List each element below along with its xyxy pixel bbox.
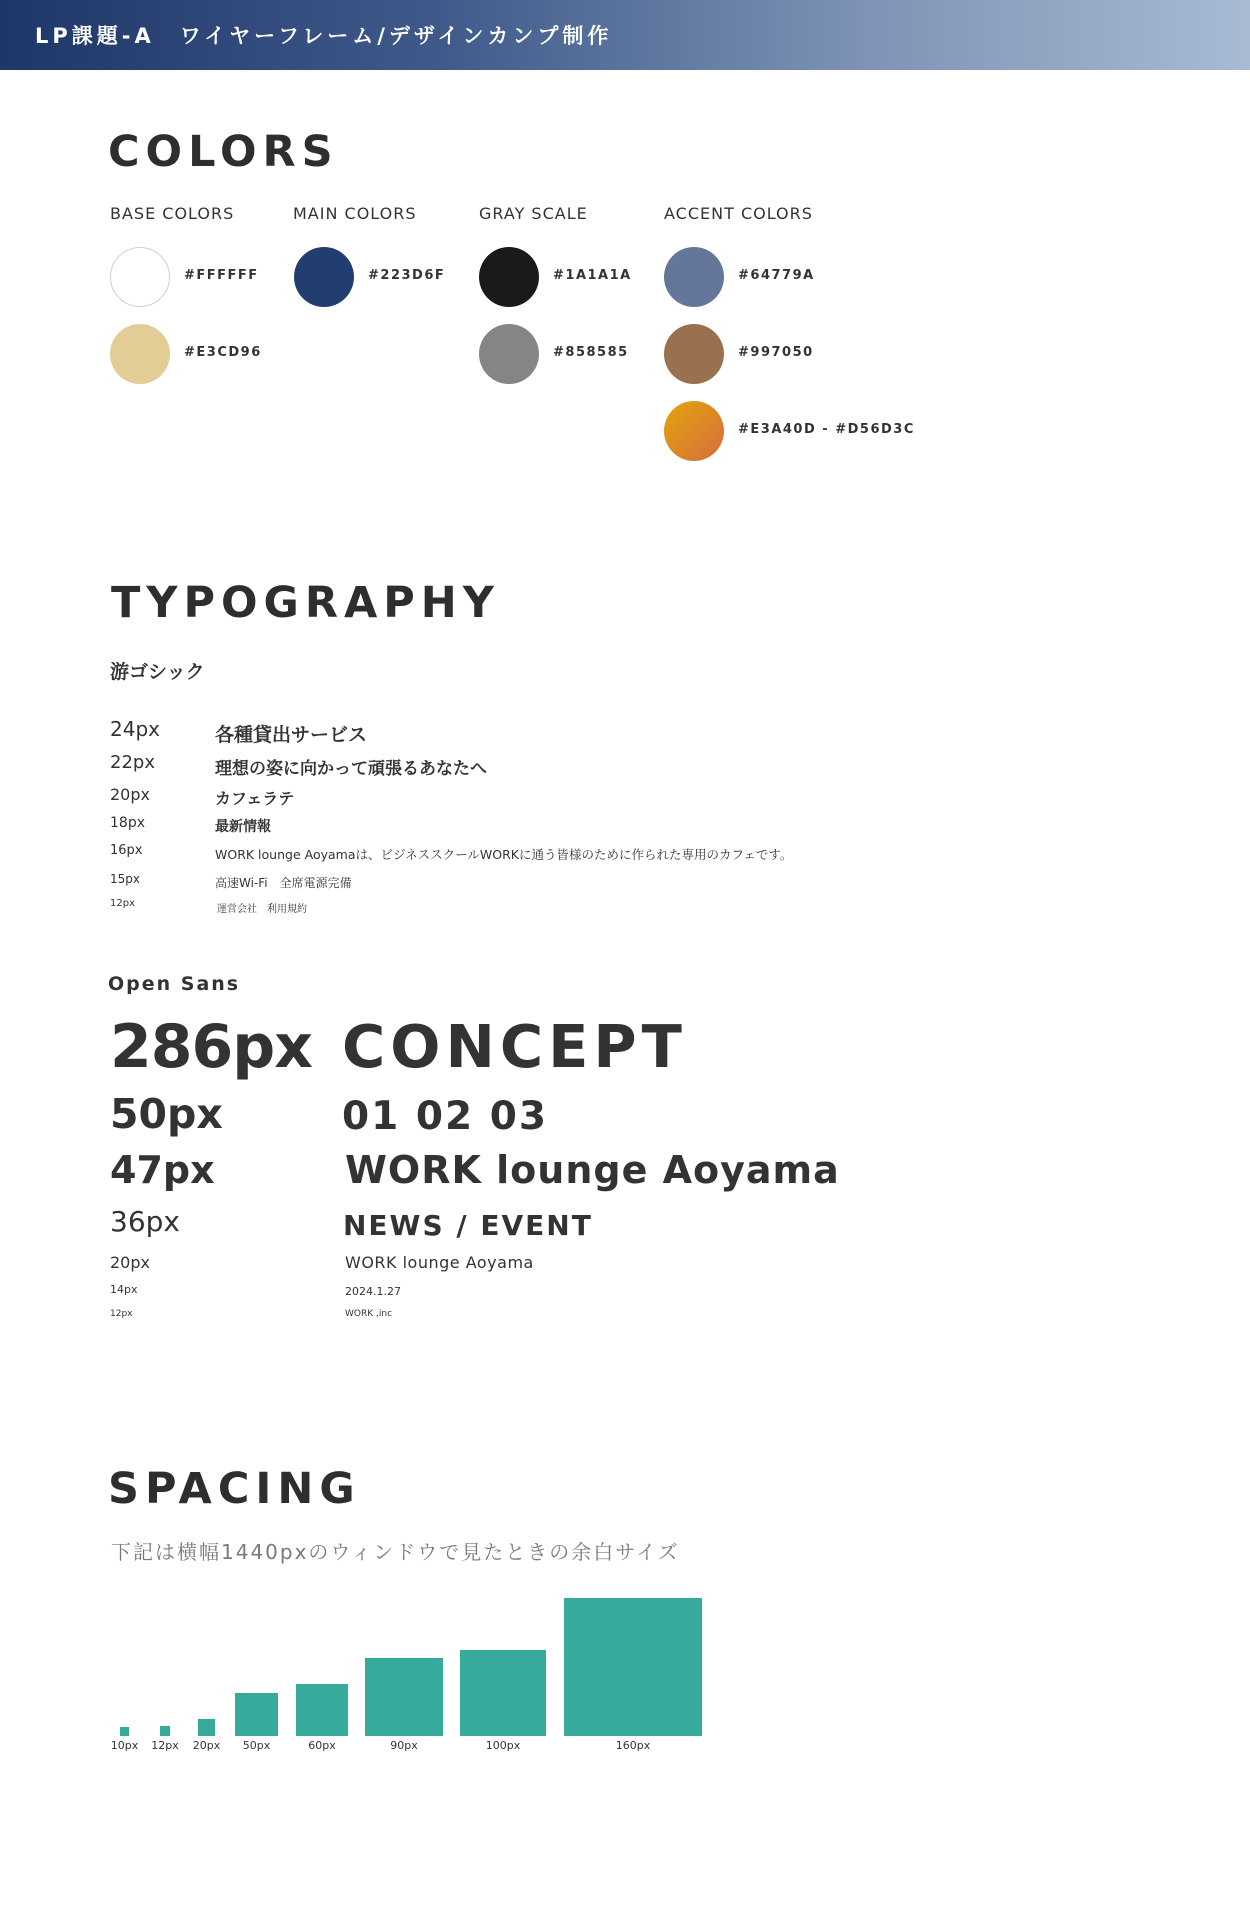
yu-gothic-title: 游ゴシック <box>110 661 205 683</box>
os-sample-50: 01 02 03 <box>342 1094 548 1139</box>
os-size-14: 14px <box>110 1283 138 1296</box>
os-sample-20: WORK lounge Aoyama <box>345 1253 534 1272</box>
swatch-label-997050: #997050 <box>738 345 814 360</box>
yu-sample-24: 各種貸出サービス <box>215 724 368 746</box>
spacing-section-title: SPACING <box>108 1464 361 1514</box>
swatch-label-223d6f: #223D6F <box>368 268 446 283</box>
spacing-label-60px: 60px <box>308 1739 336 1752</box>
swatch-label-e3cd96: #E3CD96 <box>184 345 262 360</box>
yu-size-24: 24px <box>110 717 160 741</box>
spacing-bar-50px <box>235 1693 278 1736</box>
os-sample-286: CONCEPT <box>342 1012 687 1081</box>
yu-sample-15: 高速Wi-Fi 全席電源完備 <box>215 876 352 890</box>
os-sample-36: NEWS / EVENT <box>343 1209 593 1242</box>
spacing-label-12px: 12px <box>151 1739 179 1752</box>
yu-sample-22: 理想の姿に向かって頑張るあなたへ <box>215 759 487 779</box>
swatch-1a1a1a <box>479 247 539 307</box>
os-sample-47: WORK lounge Aoyama <box>345 1148 840 1192</box>
header-title: LP課題-A ワイヤーフレーム/デザインカンプ制作 <box>35 24 613 48</box>
spacing-bar-12px <box>160 1726 170 1736</box>
yu-size-20: 20px <box>110 785 150 804</box>
yu-size-18: 18px <box>110 815 145 831</box>
swatch-label-64779a: #64779A <box>738 268 815 283</box>
spacing-bar-60px <box>296 1684 348 1736</box>
spacing-label-50px: 50px <box>242 1739 271 1752</box>
os-size-12: 12px <box>110 1309 133 1319</box>
os-size-47: 47px <box>110 1148 215 1192</box>
gray-scale-title: GRAY SCALE <box>479 204 588 223</box>
yu-sample-12: 運営会社 利用規約 <box>217 904 307 915</box>
swatch-ffffff <box>110 247 170 307</box>
typography-section-title: TYPOGRAPHY <box>111 578 500 628</box>
os-size-36: 36px <box>110 1205 180 1238</box>
swatch-label-ffffff: #FFFFFF <box>184 268 259 283</box>
os-sample-12: WORK ,inc <box>345 1309 393 1319</box>
os-size-50: 50px <box>110 1090 223 1138</box>
swatch-label-gradient: #E3A40D - #D56D3C <box>738 422 915 437</box>
base-colors-title: BASE COLORS <box>110 204 235 223</box>
spacing-label-160px: 160px <box>615 1739 651 1752</box>
accent-colors-title: ACCENT COLORS <box>664 204 813 223</box>
yu-size-15: 15px <box>110 872 140 886</box>
yu-sample-20: カフェラテ <box>215 789 295 808</box>
spacing-label-100px: 100px <box>485 1739 521 1752</box>
swatch-e3cd96 <box>110 324 170 384</box>
spacing-bar-10px <box>120 1727 129 1736</box>
spacing-bar-90px <box>365 1658 443 1736</box>
open-sans-title: Open Sans <box>108 973 241 995</box>
swatch-223d6f <box>294 247 354 307</box>
swatch-64779a <box>664 247 724 307</box>
os-size-286: 286px <box>110 1012 312 1082</box>
spacing-label-10px: 10px <box>110 1739 139 1752</box>
os-sample-14: 2024.1.27 <box>345 1285 401 1298</box>
yu-size-22: 22px <box>110 752 155 773</box>
spacing-description: 下記は横幅1440pxのウィンドウで見たときの余白サイズ <box>111 1540 680 1564</box>
yu-sample-16: WORK lounge Aoyamaは、ビジネススクールWORKに通う皆様のために作られた専用のカフェです。 <box>215 847 793 862</box>
yu-size-12: 12px <box>110 898 135 909</box>
colors-section-title: COLORS <box>108 127 339 177</box>
os-size-20: 20px <box>110 1253 150 1272</box>
spacing-label-20px: 20px <box>192 1739 221 1752</box>
yu-sample-18: 最新情報 <box>215 819 271 835</box>
swatch-gradient-e3a40d-d56d3c <box>664 401 724 461</box>
spacing-bar-100px <box>460 1650 546 1736</box>
swatch-858585 <box>479 324 539 384</box>
spacing-bar-20px <box>198 1719 215 1736</box>
page-header <box>0 0 1250 70</box>
spacing-bar-160px <box>564 1598 702 1736</box>
main-colors-title: MAIN COLORS <box>293 204 417 223</box>
swatch-997050 <box>664 324 724 384</box>
yu-size-16: 16px <box>110 843 143 858</box>
swatch-label-1a1a1a: #1A1A1A <box>553 268 632 283</box>
spacing-label-90px: 90px <box>390 1739 418 1752</box>
swatch-label-858585: #858585 <box>553 345 629 360</box>
